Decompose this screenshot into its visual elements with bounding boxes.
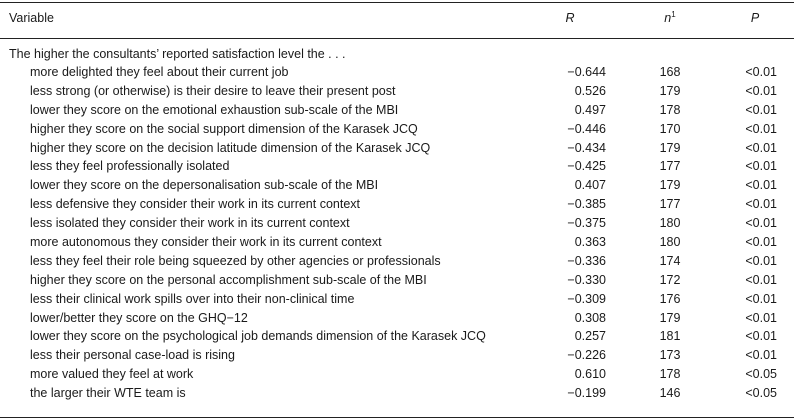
p-cell: <0.01 xyxy=(745,102,777,117)
table-row xyxy=(0,384,794,403)
header-n-label: n xyxy=(664,11,672,25)
r-cell: −0.330 xyxy=(567,272,606,287)
header-r: R xyxy=(565,11,575,25)
variable-cell: more valued they feel at work xyxy=(30,367,194,382)
p-cell: <0.05 xyxy=(745,367,777,382)
table-row xyxy=(0,195,794,214)
table-row xyxy=(0,63,794,82)
variable-cell: lower they score on the depersonalisation sub-scale of the MBI xyxy=(30,178,379,193)
n-cell: 170 xyxy=(659,121,681,136)
variable-cell: lower they score on the psychological job demands dimension of the Karasek JCQ xyxy=(30,329,486,344)
table-row xyxy=(0,139,794,158)
variable-cell: the larger their WTE team is xyxy=(30,386,186,401)
r-cell: −0.375 xyxy=(567,216,606,231)
table-row xyxy=(0,290,794,309)
r-cell: −0.434 xyxy=(567,140,606,155)
p-cell: <0.01 xyxy=(745,197,777,212)
table-row xyxy=(0,176,794,195)
p-cell: <0.01 xyxy=(745,159,777,174)
table-row xyxy=(0,346,794,365)
variable-cell: less defensive they consider their work in its current context xyxy=(30,197,361,212)
table-row xyxy=(0,101,794,120)
p-cell: <0.01 xyxy=(745,253,777,268)
r-cell: 0.526 xyxy=(574,83,606,98)
p-cell: <0.01 xyxy=(745,235,777,250)
r-cell: 0.363 xyxy=(574,235,606,250)
table-row xyxy=(0,82,794,101)
p-cell: <0.01 xyxy=(745,216,777,231)
table-top-rule xyxy=(0,2,794,3)
p-cell: <0.01 xyxy=(745,121,777,136)
r-cell: 0.610 xyxy=(574,367,606,382)
header-p: P xyxy=(750,11,760,25)
n-cell: 179 xyxy=(659,310,681,325)
group-label: The higher the consultants’ reported satisfaction level the . . . xyxy=(9,47,346,61)
r-cell: 0.308 xyxy=(574,310,606,325)
n-cell: 181 xyxy=(659,329,681,344)
variable-cell: more autonomous they consider their work in its current context xyxy=(30,235,382,250)
n-cell: 177 xyxy=(659,159,681,174)
p-cell: <0.01 xyxy=(745,310,777,325)
variable-cell: more delighted they feel about their current job xyxy=(30,65,289,79)
n-cell: 179 xyxy=(659,83,681,98)
n-cell: 180 xyxy=(659,216,681,231)
p-cell: <0.01 xyxy=(745,65,777,79)
table-bottom-rule xyxy=(0,417,794,418)
header-variable: Variable xyxy=(9,11,54,25)
header-n xyxy=(650,9,690,27)
header-n-footnote: 1 xyxy=(671,10,676,19)
variable-cell: less they feel professionally isolated xyxy=(30,159,230,174)
table-row xyxy=(0,157,794,176)
variable-cell: higher they score on the decision latitude dimension of the Karasek JCQ xyxy=(30,140,431,155)
table-row xyxy=(0,214,794,233)
variable-cell: higher they score on the personal accomplishment sub-scale of the MBI xyxy=(30,272,427,287)
r-cell: −0.226 xyxy=(567,348,606,363)
n-cell: 172 xyxy=(659,272,681,287)
r-cell: −0.446 xyxy=(567,121,606,136)
variable-cell: less their clinical work spills over into their non-clinical time xyxy=(30,291,355,306)
p-cell: <0.01 xyxy=(745,83,777,98)
n-cell: 178 xyxy=(659,102,681,117)
table-row xyxy=(0,120,794,139)
variable-cell: less they feel their role being squeezed by other agencies or professionals xyxy=(30,253,441,268)
n-cell: 174 xyxy=(659,253,681,268)
p-cell: <0.01 xyxy=(745,329,777,344)
n-cell: 177 xyxy=(659,197,681,212)
r-cell: −0.425 xyxy=(567,159,606,174)
n-cell: 168 xyxy=(659,65,681,79)
n-cell: 179 xyxy=(659,178,681,193)
table-row xyxy=(0,271,794,290)
variable-cell: less strong (or otherwise) is their desire to leave their present post xyxy=(30,83,396,98)
p-cell: <0.01 xyxy=(745,291,777,306)
table-row xyxy=(0,365,794,384)
r-cell: −0.199 xyxy=(567,386,606,401)
r-cell: −0.385 xyxy=(567,197,606,212)
r-cell: 0.497 xyxy=(574,102,606,117)
p-cell: <0.01 xyxy=(745,178,777,193)
n-cell: 176 xyxy=(659,291,681,306)
p-cell: <0.01 xyxy=(745,140,777,155)
r-cell: 0.257 xyxy=(574,329,606,344)
n-cell: 178 xyxy=(659,367,681,382)
r-cell: 0.407 xyxy=(574,178,606,193)
r-cell: −0.336 xyxy=(567,253,606,268)
table-row xyxy=(0,252,794,271)
p-cell: <0.01 xyxy=(745,348,777,363)
table-body xyxy=(0,63,794,403)
table-row xyxy=(0,233,794,252)
n-cell: 179 xyxy=(659,140,681,155)
r-cell: −0.309 xyxy=(567,291,606,306)
variable-cell: lower/better they score on the GHQ−12 xyxy=(30,310,248,325)
variable-cell: less their personal case-load is rising xyxy=(30,348,235,363)
n-cell: 173 xyxy=(659,348,681,363)
variable-cell: lower they score on the emotional exhaustion sub-scale of the MBI xyxy=(30,102,399,117)
p-cell: <0.05 xyxy=(745,386,777,401)
variable-cell: higher they score on the social support dimension of the Karasek JCQ xyxy=(30,121,418,136)
n-cell: 146 xyxy=(659,386,681,401)
n-cell: 180 xyxy=(659,235,681,250)
table-row xyxy=(0,327,794,346)
header-rule xyxy=(0,38,794,39)
table-row xyxy=(0,309,794,328)
p-cell: <0.01 xyxy=(745,272,777,287)
r-cell: −0.644 xyxy=(567,65,606,79)
variable-cell: less isolated they consider their work in its current context xyxy=(30,216,350,231)
